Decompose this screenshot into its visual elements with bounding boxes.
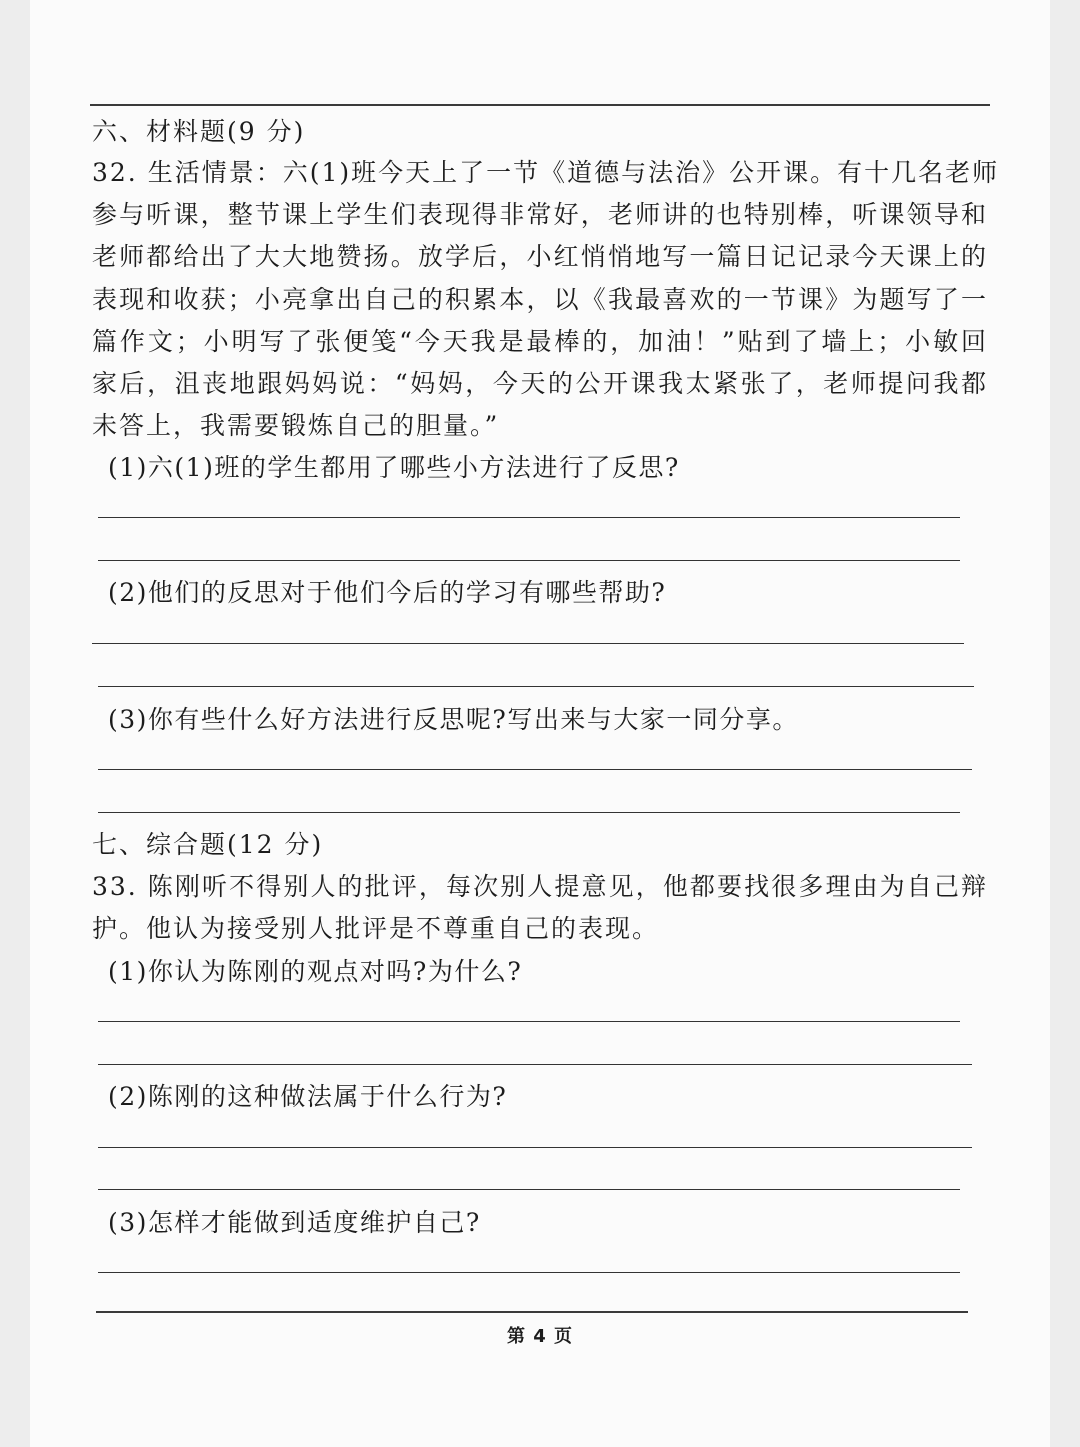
q32-line-4: 表现和收获；小亮拿出自己的积累本，以《我最喜欢的一节课》为题写了一: [92, 285, 988, 314]
q32-line-5: 篇作文；小明写了张便笺“今天我是最棒的，加油！”贴到了墙上；小敏回: [92, 327, 988, 356]
q32-line-6: 家后，沮丧地跟妈妈说：“妈妈，今天的公开课我太紧张了，老师提问我都: [92, 369, 988, 398]
answer-line[interactable]: [92, 643, 964, 644]
answer-line[interactable]: [98, 517, 960, 518]
answer-line[interactable]: [98, 769, 972, 770]
answer-line[interactable]: [98, 812, 960, 813]
q32-line-3: 老师都给出了大大地赞扬。放学后，小红悄悄地写一篇日记记录今天课上的: [92, 242, 988, 271]
answer-line[interactable]: [98, 686, 974, 687]
q32-line-2: 参与听课，整节课上学生们表现得非常好，老师讲的也特别棒，听课领导和: [92, 200, 988, 229]
q33-sub-question-3: (3)怎样才能做到适度维护自己?: [108, 1208, 481, 1237]
answer-line[interactable]: [98, 1147, 972, 1148]
section-7-title: 七、综合题(12 分): [92, 830, 324, 859]
q32-line-1: 32. 生活情景：六(1)班今天上了一节《道德与法治》公开课。有十几名老师: [92, 158, 1000, 187]
answer-line[interactable]: [98, 1064, 972, 1065]
top-divider: [90, 104, 990, 106]
q32-line-7: 未答上，我需要锻炼自己的胆量。”: [92, 411, 500, 440]
section-6-title: 六、材料题(9 分): [92, 117, 306, 146]
q33-sub-question-1: (1)你认为陈刚的观点对吗?为什么?: [108, 957, 523, 986]
answer-line[interactable]: [98, 1021, 960, 1022]
answer-line[interactable]: [98, 1272, 960, 1273]
answer-line[interactable]: [98, 560, 960, 561]
q32-sub-question-2: (2)他们的反思对于他们今后的学习有哪些帮助?: [108, 578, 667, 607]
q33-line-2: 护。他认为接受别人批评是不尊重自己的表现。: [92, 914, 660, 943]
q33-line-1: 33. 陈刚听不得别人的批评，每次别人提意见，他都要找很多理由为自己辩: [92, 872, 988, 901]
q33-sub-question-2: (2)陈刚的这种做法属于什么行为?: [108, 1082, 508, 1111]
page-number: 第 4 页: [506, 1326, 574, 1347]
q32-sub-question-3: (3)你有些什么好方法进行反思呢?写出来与大家一同分享。: [108, 705, 799, 734]
answer-line[interactable]: [98, 1189, 960, 1190]
bottom-divider: [96, 1311, 968, 1313]
q32-sub-question-1: (1)六(1)班的学生都用了哪些小方法进行了反思?: [108, 453, 680, 482]
